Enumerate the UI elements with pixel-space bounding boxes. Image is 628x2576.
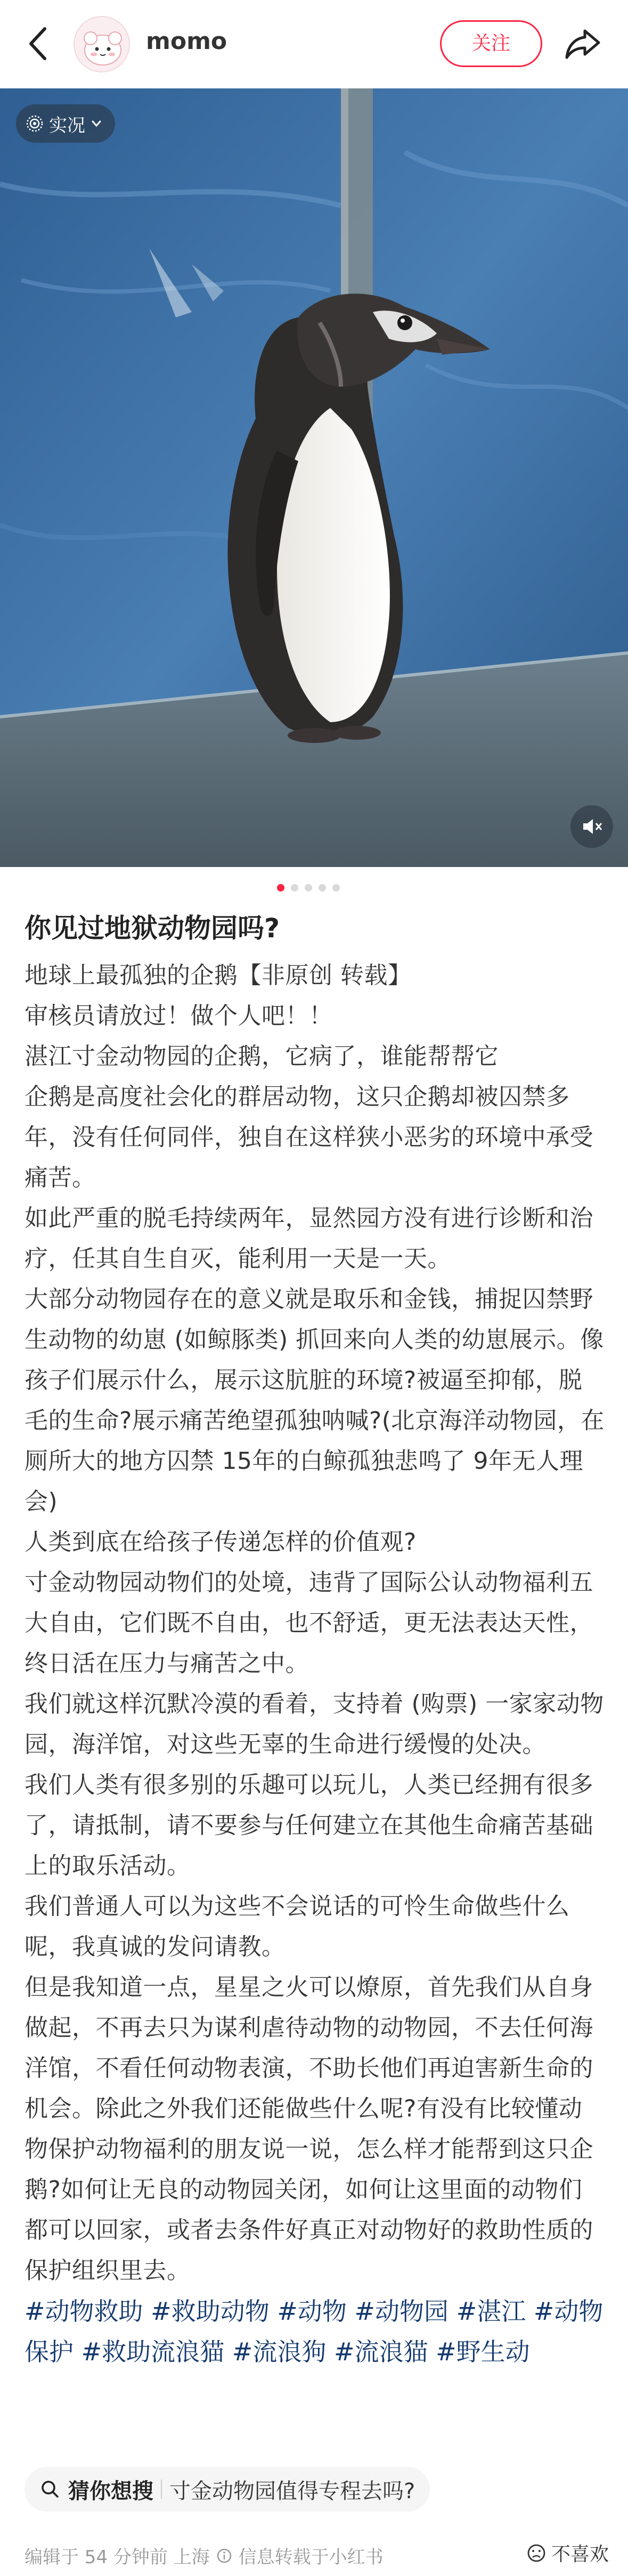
post-paragraph: 地球上最孤独的企鹅【非原创 转载】 bbox=[25, 962, 412, 989]
pager-dot[interactable] bbox=[305, 884, 312, 892]
post-paragraph: 但是我知道一点，星星之火可以燎原，首先我们从自身做起，不再去只为谋利虐待动物的动物园，不去任何海洋馆，不看任何动物表演，不助长他们再迫害新生命的机会。除此之外我们还能做些什么呢?有没有比较懂动物保护动物福利的朋友说一说，怎么样才能帮到这只企鹅?如何让无良的动物园关闭，如何让这里面的动物们都可以回家，或者去条件好真正对动物好的救助性质的保护组织里去。 bbox=[25, 1974, 593, 2284]
post-paragraph: 我们就这样沉默冷漠的看着，支持着 (购票) 一家家动物园，海洋馆，对这些无辜的生命进行缓慢的处决。 bbox=[25, 1690, 604, 1758]
hashtag[interactable]: #湛江 bbox=[456, 2297, 526, 2326]
post-paragraph: 寸金动物园动物们的处境，违背了国际公认动物福利五大自由，它们既不自由，也不舒适，更无法表达天性，终日活在压力与痛苦之中。 bbox=[25, 1569, 593, 1677]
post-meta bbox=[25, 2542, 384, 2569]
speaker-muted-icon bbox=[570, 805, 613, 848]
post-paragraph: 审核员请放过！做个人吧！！ bbox=[25, 1002, 333, 1029]
username[interactable]: momo bbox=[146, 28, 227, 55]
divider bbox=[161, 2480, 162, 2499]
post-paragraph: 湛江寸金动物园的企鹅，它病了，谁能帮帮它 bbox=[25, 1043, 499, 1070]
avatar[interactable] bbox=[74, 16, 130, 72]
post-paragraph: 如此严重的脱毛持续两年，显然园方没有进行诊断和治疗，任其自生自灭，能利用一天是一天。 bbox=[25, 1205, 593, 1272]
sad-face-icon bbox=[526, 2542, 547, 2564]
mute-button[interactable] bbox=[570, 805, 613, 848]
post-paragraph: 我们人类有很多别的乐趣可以玩儿，人类已经拥有很多了，请抵制，请不要参与任何建立在其他生命痛苦基础上的取乐活动。 bbox=[25, 1771, 593, 1879]
follow-button[interactable]: 关注 bbox=[440, 20, 542, 67]
live-label: 实况 bbox=[49, 115, 85, 136]
hashtag[interactable]: #流浪猫 bbox=[333, 2337, 428, 2366]
back-arrow-icon[interactable] bbox=[20, 22, 58, 65]
post-paragraph: 企鹅是高度社会化的群居动物，这只企鹅却被囚禁多年，没有任何同伴，独自在这样狭小恶劣的环境中承受痛苦。 bbox=[25, 1083, 593, 1191]
suggest-query[interactable]: 寸金动物园值得专程去吗? bbox=[169, 2479, 415, 2504]
hashtag[interactable]: #野生动 bbox=[436, 2337, 530, 2366]
search-icon bbox=[39, 2479, 61, 2500]
post-photo[interactable] bbox=[0, 88, 628, 867]
dislike-button[interactable] bbox=[526, 2539, 609, 2566]
post-content bbox=[25, 910, 605, 2372]
chevron-down-icon bbox=[91, 118, 102, 129]
avatar-cartoon-icon bbox=[75, 17, 130, 72]
dislike-label: 不喜欢 bbox=[551, 2544, 609, 2565]
suggest-label: 猜你想搜 bbox=[68, 2479, 153, 2504]
post-paragraph: 我们普通人可以为这些不会说话的可怜生命做些什么呢，我真诚的发问请教。 bbox=[25, 1893, 570, 1960]
pager-dot[interactable] bbox=[332, 884, 340, 892]
hashtag[interactable]: #救助流浪猫 bbox=[81, 2337, 225, 2366]
hashtag[interactable]: #流浪狗 bbox=[232, 2337, 327, 2366]
hashtag[interactable]: #动物救助 bbox=[25, 2297, 143, 2326]
suggested-search[interactable] bbox=[25, 2467, 430, 2512]
post-paragraph: 人类到底在给孩子传递怎样的价值观? bbox=[25, 1528, 417, 1556]
hashtag[interactable]: #救助动物 bbox=[151, 2297, 270, 2326]
pager-dot[interactable] bbox=[277, 884, 284, 892]
penguin-photo bbox=[0, 88, 628, 867]
post-paragraph: 大部分动物园存在的意义就是取乐和金钱，捕捉囚禁野生动物的幼崽 (如鲸豚类) 抓回来向人类的幼崽展示。像孩子们展示什么，展示这肮脏的环境?被逼至抑郁，脱毛的生命?展示痛苦绝望孤独呐喊?(北京海洋动物园，在厕所大的地方囚禁 15年的白鲸孤独悲鸣了 9年无人理会) bbox=[25, 1286, 605, 1515]
hashtag[interactable]: #动物保护 bbox=[25, 2297, 603, 2366]
pager-dot[interactable] bbox=[319, 884, 326, 892]
edited-time: 编辑于 54 分钟前 上海 bbox=[25, 2547, 210, 2568]
hashtag-list bbox=[25, 2291, 605, 2372]
hashtag[interactable]: #动物 bbox=[277, 2297, 347, 2326]
pager-dot[interactable] bbox=[291, 884, 298, 892]
live-icon bbox=[26, 115, 44, 133]
hashtag[interactable]: #动物园 bbox=[354, 2297, 449, 2326]
live-photo-badge[interactable] bbox=[16, 104, 115, 143]
image-pager bbox=[277, 884, 351, 892]
repost-info[interactable]: 信息转载于小红书 bbox=[238, 2547, 384, 2568]
top-bar bbox=[0, 0, 628, 88]
share-icon[interactable] bbox=[561, 21, 606, 66]
info-icon bbox=[216, 2548, 232, 2564]
post-title: 你见过地狱动物园吗? bbox=[25, 913, 280, 944]
